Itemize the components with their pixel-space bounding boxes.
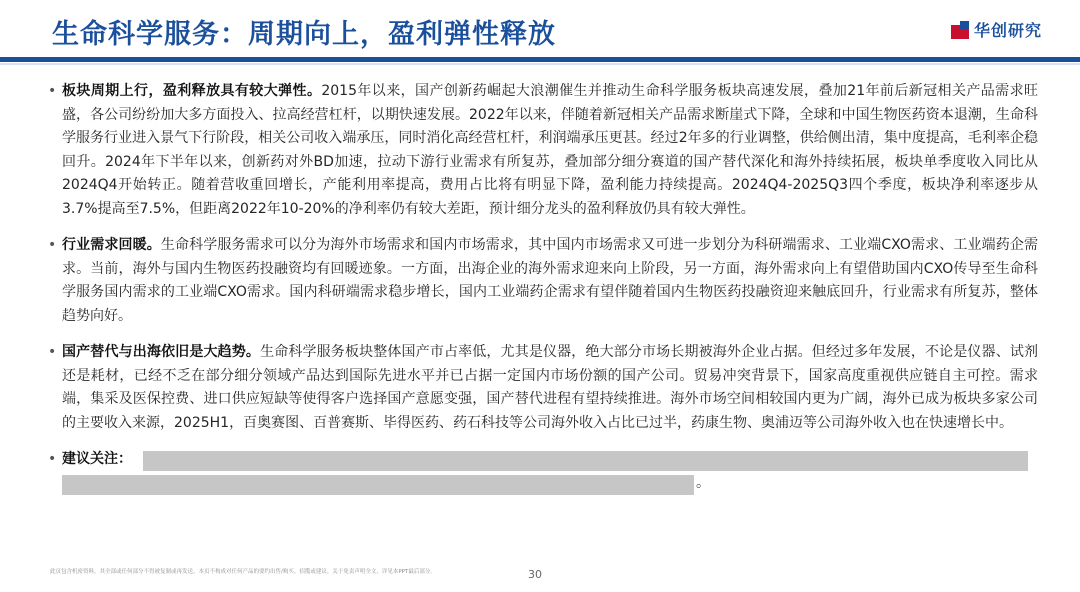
redacted-block	[62, 475, 694, 495]
bullet-cycle	[48, 80, 1038, 221]
bullet-text: 2015年以来，国产创新药崛起大浪潮催生并推动生命科学服务板块高速发展，叠加21年前后新冠相关产品需求旺盛，各公司纷纷加大多方面投入、拉高经营杠杆，以期快速发展。2022年以来，伴随着新冠相关产品需求断崖式下降，全球和中国生物医药资本退潮，生命科学服务行业进入景气下行阶段，相关公司收入端承压，同时消化高经营杠杆，利润端承压更甚。经过2年多的行业调整，供给侧出清，集中度提高，毛利率企稳回升。2024年下半年以来，创新药对外BD加速，拉动下游行业需求有所复苏，叠加部分细分赛道的国产替代深化和海外持续拓展，板块单季度收入同比从2024Q4开始转正。随着营收重回增长，产能利用率提高，费用占比将有明显下降，盈利能力持续提高。2024Q4-2025Q3四个季度，板块净利率逐步从3.7%提高至7.5%，但距离2022年10-20%的净利率仍有较大差距，预计细分龙头的盈利释放仍具有较大弹性。	[62, 83, 1038, 217]
bullet-lead: 行业需求回暖。	[62, 237, 161, 253]
bullet-recommend	[48, 448, 1038, 498]
recommend-end-mark: 。	[696, 475, 710, 491]
header-divider-light	[0, 63, 1080, 65]
bullet-text: 生命科学服务需求可以分为海外市场需求和国内市场需求，其中国内市场需求又可进一步划分为科研端需求、工业端CXO需求、工业端药企需求。当前，海外与国内生物医药投融资均有回暖迹象。一方面，出海企业的海外需求迎来向上阶段，另一方面，海外需求向上有望借助国内CXO传导至生命科学服务国内需求的工业端CXO需求。国内科研端需求稳步增长，国内工业端药企需求有望伴随着国内生物医药投融资迎来触底回升，行业需求有所复苏，整体趋势向好。	[62, 237, 1038, 324]
brand-logo	[951, 18, 1042, 41]
footer-disclaimer: 此页包含机密资料，其全部或任何部分不得被复制或再发送。本页不构成对任何产品的要约出售/购买、招揽或建议。关于免责声明全文，详见本PPT最后部分。	[50, 569, 436, 575]
page-title: 生命科学服务：周期向上，盈利弹性释放	[52, 19, 556, 50]
header-divider	[0, 57, 1080, 62]
bullet-substitution	[48, 341, 1038, 435]
page-number: 30	[528, 568, 542, 581]
bullet-text: 生命科学服务板块整体国产市占率低，尤其是仪器，绝大部分市场长期被海外企业占据。但经过多年发展，不论是仪器、试剂还是耗材，已经不乏在部分细分领域产品达到国际先进水平并已占据一定国内市场份额的国产公司。贸易冲突背景下，国家高度重视供应链自主可控。需求端，集采及医保控费、进口供应短缺等使得客户选择国产意愿变强，国产替代进程有望持续推进。海外市场空间相较国内更为广阔，海外已成为板块多家公司的主要收入来源，2025H1，百奥赛图、百普赛斯、毕得医药、药石科技等公司海外收入占比已过半，药康生物、奥浦迈等公司海外收入也在快速增长中。	[62, 344, 1039, 431]
bullet-lead: 板块周期上行，盈利释放具有较大弹性。	[62, 83, 322, 99]
redacted-block	[143, 451, 1028, 471]
slide-header	[0, 0, 1080, 58]
slide-body	[48, 80, 1038, 498]
bullet-demand	[48, 234, 1038, 328]
bullet-lead: 国产替代与出海依旧是大趋势。	[62, 344, 261, 360]
logo-mark-icon	[951, 21, 969, 39]
recommend-label: 建议关注：	[62, 451, 132, 467]
logo-text: 华创研究	[973, 21, 1042, 40]
